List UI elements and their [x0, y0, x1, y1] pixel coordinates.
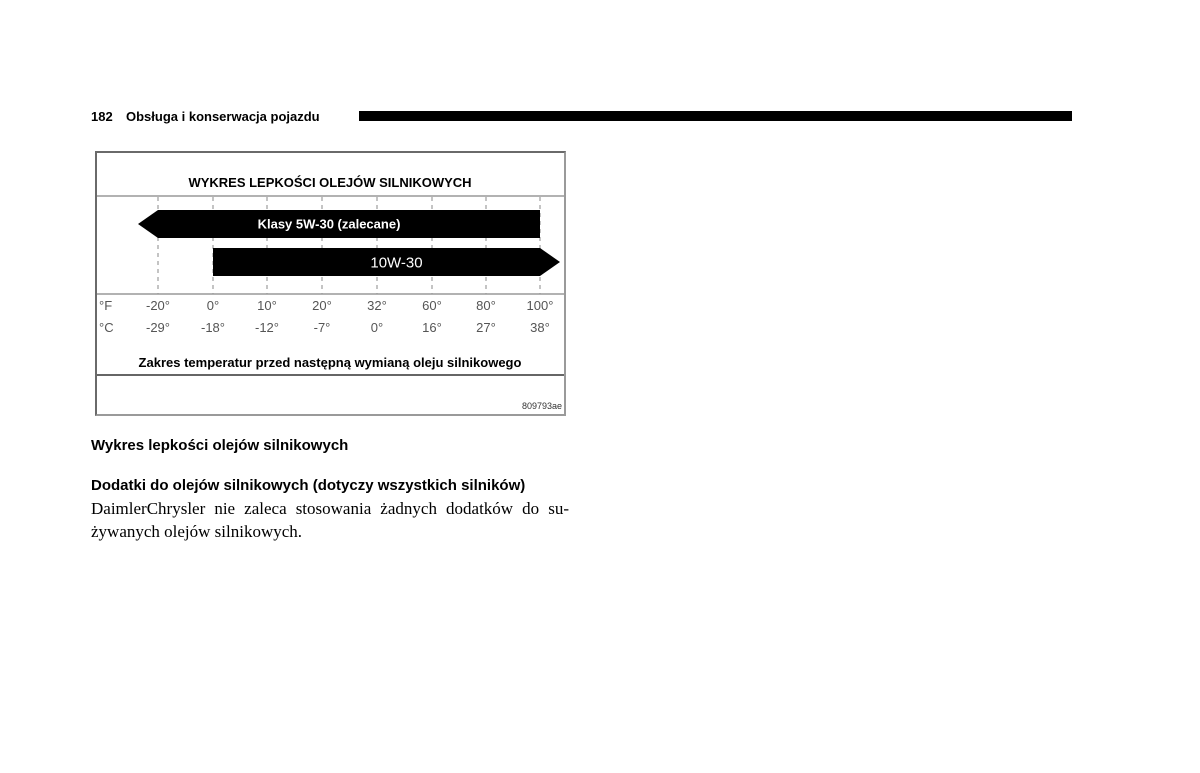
tick-label-f-5: 60°: [422, 298, 442, 313]
sub-heading: Dodatki do olejów silnikowych (dotyczy wszystkich silników): [91, 477, 526, 494]
page-number: 182: [91, 109, 113, 124]
bar-label-0: Klasy 5W-30 (zalecane): [257, 216, 401, 232]
tick-labels: [146, 298, 553, 335]
chart-title: WYKRES LEPKOŚCI OLEJÓW SILNIKOWYCH: [188, 175, 472, 190]
tick-label-f-3: 20°: [312, 298, 332, 313]
bars: [138, 210, 560, 276]
header-rule: [359, 111, 1072, 121]
tick-label-f-7: 100°: [526, 298, 554, 313]
tick-label-c-2: -12°: [255, 320, 279, 335]
tick-label-c-7: 38°: [530, 320, 550, 335]
viscosity-chart-svg: [97, 153, 564, 414]
unit-f-label: °F: [99, 298, 113, 313]
x-axis-label: Zakres temperatur przed następną wymianą oleju silnikowego: [138, 355, 522, 370]
tick-label-f-2: 10°: [257, 298, 277, 313]
tick-label-c-1: -18°: [201, 320, 225, 335]
tick-label-c-5: 16°: [422, 320, 442, 335]
tick-label-c-0: -29°: [146, 320, 170, 335]
tick-label-c-3: -7°: [313, 320, 331, 335]
tick-label-c-4: 0°: [370, 320, 384, 335]
unit-c-label: °C: [99, 320, 114, 335]
figure-code: 809793ae: [521, 401, 562, 411]
body-paragraph: DaimlerChrysler nie zaleca stosowania żadnych dodatków do su-żywanych olejów silnikowych.: [91, 499, 569, 541]
tick-label-f-4: 32°: [367, 298, 387, 313]
bar-label-1: 10W-30: [370, 254, 423, 272]
figure-caption: Wykres lepkości olejów silnikowych: [91, 437, 349, 454]
tick-label-f-6: 80°: [476, 298, 496, 313]
tick-label-f-1: 0°: [206, 298, 220, 313]
tick-label-f-0: -20°: [146, 298, 170, 313]
viscosity-chart: [95, 151, 566, 416]
page-header: [91, 108, 1072, 126]
section-title: Obsługa i konserwacja pojazdu: [126, 109, 320, 124]
tick-label-c-6: 27°: [476, 320, 496, 335]
